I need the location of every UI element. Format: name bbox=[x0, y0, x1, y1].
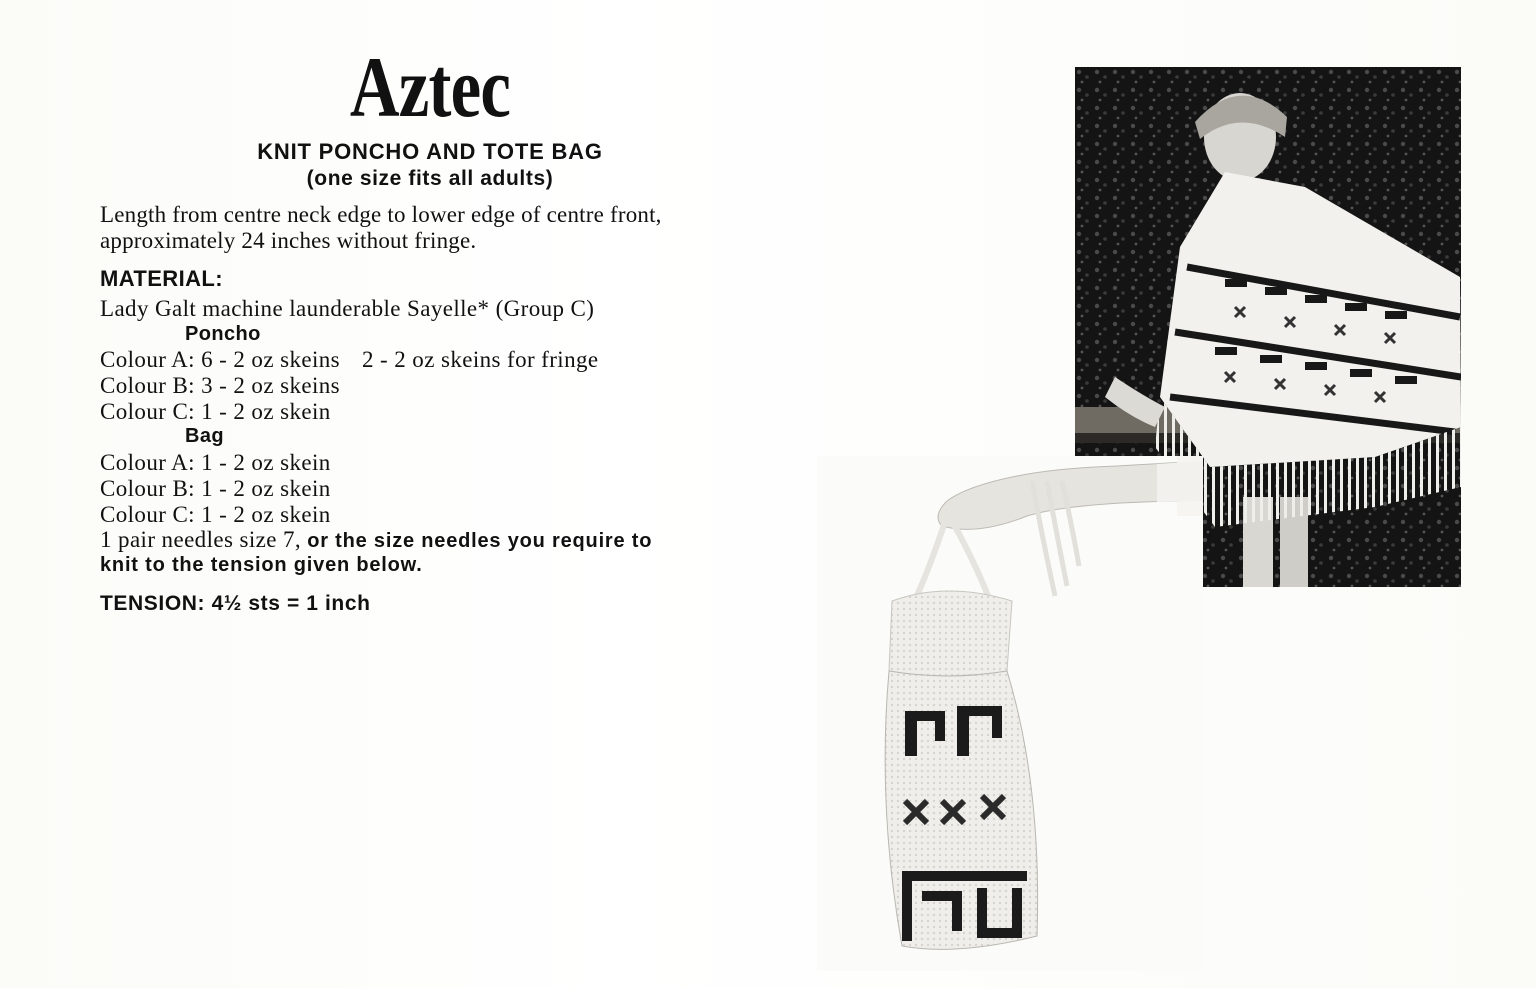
fringe-skeins: 2 - 2 oz skeins for fringe bbox=[362, 347, 599, 373]
material-heading: MATERIAL: bbox=[100, 266, 223, 291]
tension-line: TENSION: 4½ sts = 1 inch bbox=[100, 592, 371, 615]
tote-bag-illustration bbox=[817, 456, 1203, 971]
intro-line: Length from centre neck edge to lower edge of centre front, bbox=[100, 202, 662, 227]
bag-colour-b: Colour B: 1 - 2 oz skein bbox=[100, 475, 331, 501]
poncho-colour-c: Colour C: 1 - 2 oz skein bbox=[100, 398, 331, 424]
poncho-colour-a: Colour A: 6 - 2 oz skeins bbox=[100, 347, 340, 373]
intro-paragraph bbox=[100, 202, 790, 254]
needles-line bbox=[100, 527, 800, 553]
needles-size: 1 pair needles size 7, bbox=[100, 527, 302, 553]
materials-list bbox=[100, 296, 800, 579]
yarn-line: Lady Galt machine launderable Sayelle* (Group C) bbox=[100, 296, 595, 321]
bag-colour-c: Colour C: 1 - 2 oz skein bbox=[100, 501, 331, 527]
intro-line: approximately 24 inches without fringe. bbox=[100, 228, 477, 253]
page-title: Aztec bbox=[349, 39, 511, 135]
needles-note: or the size needles you require to bbox=[307, 530, 653, 553]
bag-colour-a: Colour A: 1 - 2 oz skein bbox=[100, 450, 331, 476]
poncho-colour-b: Colour B: 3 - 2 oz skeins bbox=[100, 373, 340, 399]
poncho-label: Poncho bbox=[185, 322, 261, 345]
pattern-subtitle: KNIT PONCHO AND TOTE BAG bbox=[257, 139, 603, 164]
tote-bag-photo bbox=[817, 456, 1203, 971]
needles-note-cont: knit to the tension given below. bbox=[100, 553, 423, 576]
size-note: (one size fits all adults) bbox=[306, 167, 554, 190]
bag-label: Bag bbox=[185, 425, 224, 448]
poncho-colour-a-line bbox=[100, 347, 800, 373]
